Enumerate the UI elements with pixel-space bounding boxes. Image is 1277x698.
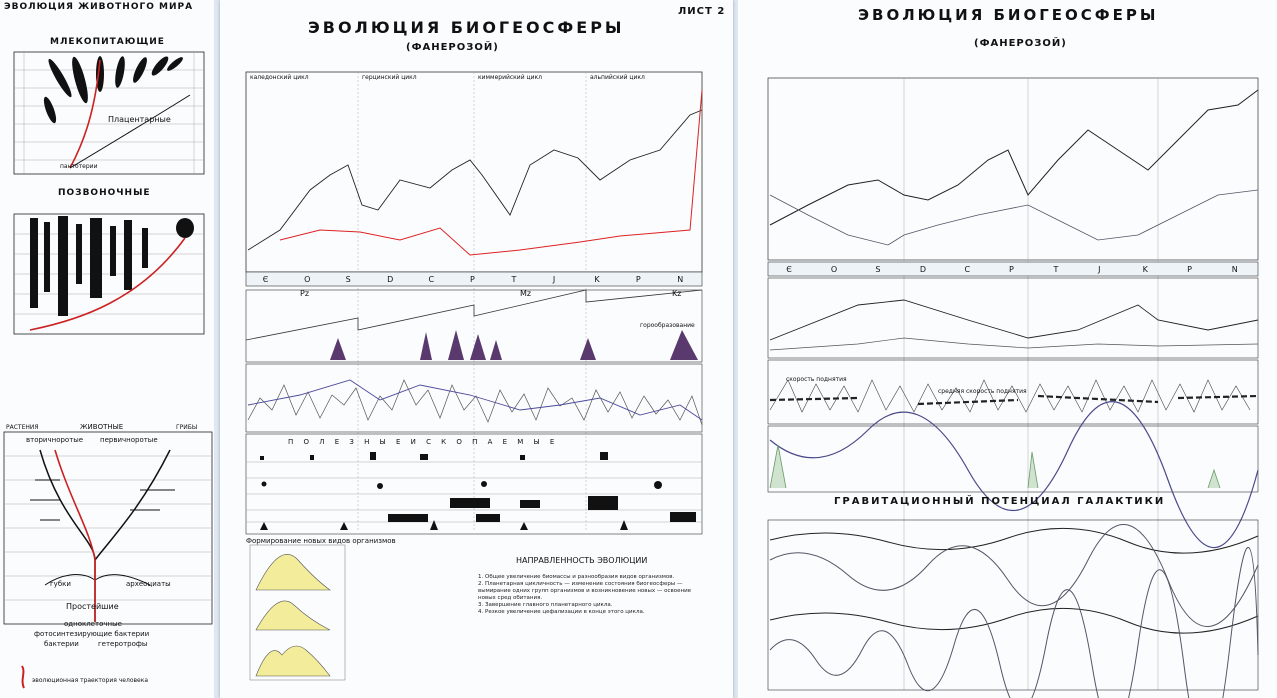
left-title: ЭВОЛЮЦИЯ ЖИВОТНОГО МИРА — [4, 2, 194, 12]
mammals-branches — [41, 54, 184, 124]
period-label: O — [830, 265, 838, 274]
tree-secondary: вторичноротые — [26, 436, 84, 444]
right-second-frame — [768, 278, 1258, 358]
vertebrates-branches — [30, 216, 194, 316]
period-label: N — [677, 275, 684, 284]
period-label: K — [594, 275, 600, 284]
cycle-label: каледонский цикл — [250, 74, 309, 81]
tree-fungi: ГРИБЫ — [176, 424, 198, 431]
orogeny-peaks — [330, 330, 698, 360]
legend-red-mark — [22, 666, 24, 688]
tree-plants: РАСТЕНИЯ — [6, 424, 39, 431]
tree-human-line — [55, 450, 95, 622]
tree-heterotrophs: гетеротрофы — [98, 640, 148, 648]
middle-title: ЭВОЛЮЦИЯ БИОГЕОСФЕРЫ — [308, 18, 625, 37]
gravity-frame — [768, 520, 1258, 690]
period-label: P — [1009, 265, 1014, 274]
left-sheet-drawings — [0, 0, 214, 698]
period-label: S — [875, 265, 881, 274]
era-label: Kz — [672, 289, 682, 298]
right-sheet — [738, 0, 1277, 698]
direction-item: 4. Резкое увеличение цефализации в конце этого цикла. — [478, 609, 645, 615]
period-label: S — [345, 275, 351, 284]
cycle-label: альпийский цикл — [590, 74, 645, 81]
right-fourth-frame — [768, 426, 1258, 492]
gravity-title: ГРАВИТАЦИОННЫЙ ПОТЕНЦИАЛ ГАЛАКТИКИ — [834, 496, 1166, 507]
right-blue-curve — [770, 190, 1258, 245]
cycle-label: герцинский цикл — [362, 74, 417, 81]
period-label: D — [919, 265, 927, 274]
tree-protozoa: Простейшие — [66, 602, 119, 611]
period-label: C — [964, 265, 971, 274]
species-curves — [256, 554, 330, 676]
direction-item: 2. Планетарная цикличность — изменение состояния биогеосферы — вымирание одних групп организмов и возникновение новых — освоение новых сред обитания. — [478, 581, 692, 601]
direction-title: НАПРАВЛЕННОСТЬ ЭВОЛЮЦИИ — [516, 556, 648, 565]
mineral-marks — [260, 452, 696, 530]
direction-list — [478, 574, 696, 616]
right-upper-frame — [768, 78, 1258, 260]
period-label: Є — [262, 275, 269, 284]
era-label: Pz — [300, 289, 310, 298]
tree-archaeocyaths: археоциаты — [126, 580, 171, 588]
middle-sheet — [220, 0, 733, 698]
period-label: Є — [786, 265, 792, 274]
right-subtitle: (ФАНЕРОЗОЙ) — [974, 38, 1067, 49]
label-placental: Плацентарные — [108, 115, 171, 124]
label-speed: скорость поднятия — [786, 376, 847, 383]
tree-animals: ЖИВОТНЫЕ — [80, 423, 124, 431]
direction-item: 1. Общее увеличение биомассы и разнообразия видов организмов. — [478, 574, 675, 580]
tree-bacteria: бактерии — [44, 640, 79, 648]
direction-item: 3. Завершение главного планетарного цикла. — [478, 602, 613, 608]
period-label: C — [428, 275, 435, 284]
period-label: T — [1053, 265, 1059, 274]
right-title: ЭВОЛЮЦИЯ БИОГЕОСФЕРЫ — [858, 6, 1159, 24]
left-sheet — [0, 0, 214, 698]
right-sheet-drawings — [738, 0, 1277, 698]
tree-primary: первичноротые — [100, 436, 158, 444]
tree-sponges: губки — [50, 580, 71, 588]
mammals-title: МЛЕКОПИТАЮЩИЕ — [50, 37, 165, 47]
period-label: D — [387, 275, 394, 284]
legend-note: эволюционная траектория человека — [32, 677, 149, 684]
mammals-frame — [14, 52, 204, 174]
period-label: J — [552, 275, 556, 284]
mammals-grid — [14, 52, 204, 174]
label-avg-speed: средняя скорость поднятия — [938, 388, 1027, 395]
label-minerals: П О Л Е З Н Ы Е И С К О П А Е М Ы Е — [288, 438, 559, 446]
label-pantotheria: пантотерии — [60, 163, 98, 170]
main-curve — [248, 110, 702, 250]
red-curve — [280, 90, 702, 255]
middle-subtitle: (ФАНЕРОЗОЙ) — [406, 42, 499, 53]
period-label: N — [1231, 265, 1238, 274]
period-label: T — [511, 275, 517, 284]
right-main-curve — [770, 90, 1258, 225]
era-label: Mz — [520, 289, 532, 298]
cycle-label: киммерийский цикл — [478, 74, 542, 81]
period-label: O — [304, 275, 311, 284]
period-label: P — [635, 275, 641, 284]
label-species: Формирование новых видов организмов — [246, 537, 396, 545]
period-label: P — [470, 275, 475, 284]
sheet-number: ЛИСТ 2 — [678, 6, 726, 17]
tree-unicellular: одноклеточные — [64, 620, 122, 628]
period-label: K — [1142, 265, 1148, 274]
period-label: J — [1098, 265, 1101, 274]
tree-photosynthetic: фотосинтезирующие бактерии — [34, 630, 150, 638]
period-label: P — [1187, 265, 1192, 274]
label-mountain: горообразование — [640, 322, 695, 329]
vertebrates-title: ПОЗВОНОЧНЫЕ — [58, 188, 151, 198]
